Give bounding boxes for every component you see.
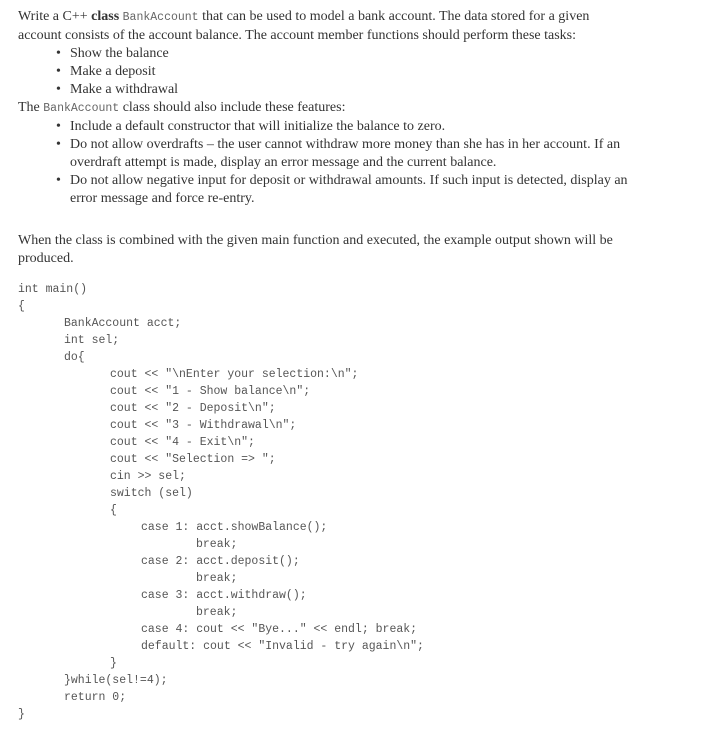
code-line: cout << "4 - Exit\n"; — [110, 436, 255, 449]
code-line: do{ — [64, 351, 85, 364]
task-label: Make a deposit — [70, 64, 156, 79]
feature-label-cont: overdraft attempt is made, display an error message and the current balance. — [70, 155, 497, 170]
task-item — [18, 81, 698, 99]
combined-text-1: When the class is combined with the given main function and executed, the example output shown will be — [18, 233, 613, 248]
code-line: case 2: acct.deposit(); — [141, 555, 300, 568]
code-line: cout << "Selection => "; — [110, 453, 276, 466]
code-line: BankAccount acct; — [64, 317, 182, 330]
code-line: cout << "2 - Deposit\n"; — [110, 402, 276, 415]
code-line: { — [18, 300, 25, 313]
bullet-icon: • — [56, 173, 61, 188]
bullet-icon: • — [56, 64, 61, 79]
combined-paragraph — [18, 232, 698, 268]
task-list — [18, 45, 698, 99]
code-line: }while(sel!=4); — [64, 674, 168, 687]
feature-label: Do not allow negative input for deposit or withdrawal amounts. If such input is detected, display an — [70, 173, 628, 188]
task-label: Show the balance — [70, 46, 169, 61]
code-line: break; — [196, 572, 238, 585]
code-line: default: cout << "Invalid - try again\n"; — [141, 640, 424, 653]
features-intro-text-2: class should also include these features: — [119, 100, 346, 115]
code-line: switch (sel) — [110, 487, 193, 500]
code-line: { — [110, 504, 117, 517]
bullet-icon: • — [56, 119, 61, 134]
code-line: cout << "3 - Withdrawal\n"; — [110, 419, 297, 432]
spacer — [18, 208, 698, 226]
code-line: break; — [196, 606, 238, 619]
code-line: case 4: cout << "Bye..." << endl; break; — [141, 623, 418, 636]
code-line: cin >> sel; — [110, 470, 186, 483]
code-line: } — [18, 708, 25, 721]
code-line: return 0; — [64, 691, 127, 704]
intro-paragraph — [18, 8, 698, 45]
feature-label: Include a default constructor that will initialize the balance to zero. — [70, 119, 446, 134]
code-line: int sel; — [64, 334, 120, 347]
feature-item — [18, 136, 698, 172]
intro-classname: BankAccount — [122, 11, 199, 24]
feature-label: Do not allow overdrafts – the user cannot withdraw more money than she has in her account. If an — [70, 137, 621, 152]
features-intro — [18, 99, 698, 118]
combined-text-2: produced. — [18, 251, 74, 266]
feature-item — [18, 172, 698, 208]
feature-item — [18, 118, 698, 136]
code-line: cout << "1 - Show balance\n"; — [110, 385, 311, 398]
bullet-icon: • — [56, 82, 61, 97]
code-line: case 3: acct.withdraw(); — [141, 589, 307, 602]
features-classname: BankAccount — [43, 102, 120, 115]
code-line: break; — [196, 538, 238, 551]
bullet-icon: • — [56, 46, 61, 61]
code-line: cout << "\nEnter your selection:\n"; — [110, 368, 359, 381]
intro-text-2: that can be used to model a bank account. The data stored for a given — [198, 9, 590, 24]
feature-list — [18, 118, 698, 208]
code-line: case 1: acct.showBalance(); — [141, 521, 328, 534]
code-line: } — [110, 657, 117, 670]
assignment-document — [18, 8, 698, 268]
intro-text-3: account consists of the account balance. The account member functions should perform these tasks: — [18, 28, 577, 43]
code-line: int main() — [18, 283, 88, 296]
task-item — [18, 63, 698, 81]
feature-label-cont: error message and force re-entry. — [70, 191, 255, 206]
features-intro-text-1: The — [18, 100, 44, 115]
intro-bold-class: class — [91, 9, 120, 24]
intro-text-1: Write a C++ — [18, 9, 92, 24]
bullet-icon: • — [56, 137, 61, 152]
task-label: Make a withdrawal — [70, 82, 179, 97]
task-item — [18, 45, 698, 63]
